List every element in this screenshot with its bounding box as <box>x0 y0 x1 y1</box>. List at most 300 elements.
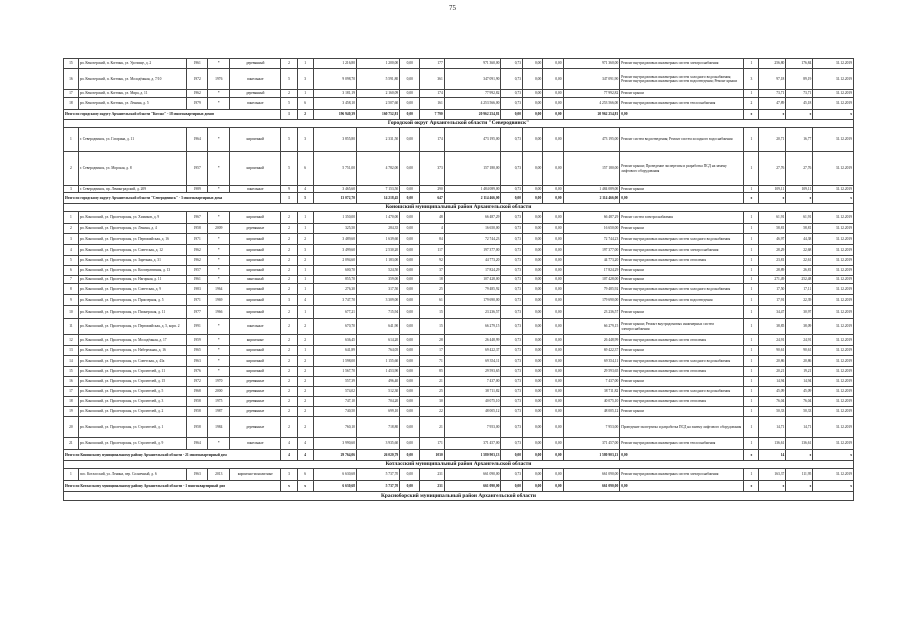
table-cell: Ремонт внутридомовых инженерных систем холодного водоснабжения <box>620 356 744 367</box>
table-cell: 699,10 <box>356 407 399 417</box>
table-cell: 0,00 <box>543 450 563 461</box>
table-cell: 0,73 <box>501 407 523 417</box>
table-cell: 0,00 <box>543 234 563 245</box>
table-cell: 136,61 <box>786 438 813 450</box>
table-cell: 1962 <box>186 90 208 98</box>
subtotal-row <box>64 110 854 120</box>
table-cell: 0,00 <box>523 397 543 407</box>
table-cell: 1 <box>744 128 759 152</box>
table-cell: 0,73 <box>501 417 523 438</box>
table-cell: 22,39 <box>786 295 813 306</box>
table-cell: 0,00 <box>400 193 420 204</box>
table-cell: 31.12.2019 <box>813 276 854 284</box>
table-cell: 16 650,00 <box>563 224 620 234</box>
table-cell: 176,84 <box>786 59 813 69</box>
table-cell: * <box>208 438 230 450</box>
table-cell: 0,00 <box>523 152 543 186</box>
table-cell: 661 090,00 <box>563 481 620 492</box>
table-cell: 45,18 <box>786 98 813 110</box>
table-cell: 50,33 <box>786 407 813 417</box>
table-cell: 1976 <box>186 367 208 377</box>
table-cell: 31.12.2019 <box>813 245 854 256</box>
table-cell: 31.12.2019 <box>813 397 854 407</box>
table-cell: 20 <box>64 417 79 438</box>
table-cell: * <box>208 212 230 224</box>
table-cell: 38,85 <box>759 319 786 335</box>
table-cell: кирпичный <box>230 152 281 186</box>
table-cell: 3 <box>297 69 313 90</box>
table-cell: 1 <box>744 319 759 335</box>
table-cell: 26 448,99 <box>444 335 501 346</box>
table-cell: х <box>759 110 786 120</box>
table-cell: 0,00 <box>543 306 563 319</box>
table-row <box>64 306 854 319</box>
table-row <box>64 417 854 438</box>
table-cell: 1975 <box>208 397 230 407</box>
table-cell: 574,02 <box>313 387 356 397</box>
table-cell: 0,00 <box>523 438 543 450</box>
table-cell: 48 <box>420 212 444 224</box>
table-cell: 2 530,20 <box>356 245 399 256</box>
table-cell: рп. Коношский, ул. Пролетарская, ул. Приозерная, д. 5 <box>78 295 186 306</box>
table-cell: 276,30 <box>313 284 356 295</box>
table-cell: 1 <box>744 377 759 387</box>
table-cell: 31.12.2019 <box>813 387 854 397</box>
table-cell: 4 <box>297 186 313 193</box>
table-cell: 85 <box>420 367 444 377</box>
table-cell: 0,73 <box>501 346 523 356</box>
table-cell: рп. Коношский, ул. Пролетарская, ул. Молодёжная, д. 17 <box>78 335 186 346</box>
table-cell: 9 098,70 <box>313 69 356 90</box>
table-cell: 2 331,50 <box>356 128 399 152</box>
table-cell: 0,73 <box>501 256 523 266</box>
subtotal-label: Итого по Котласскому муниципальному району Архангельской области - 1 многоквартирный дом <box>64 481 281 492</box>
table-cell: 0,73 <box>501 276 523 284</box>
table-cell: 31.12.2019 <box>813 152 854 186</box>
table-cell: кирпичный <box>230 306 281 319</box>
table-cell: кирпичный <box>230 356 281 367</box>
table-cell: 12 <box>64 335 79 346</box>
table-cell: 0,00 <box>543 193 563 204</box>
table-cell: кирпичный <box>230 212 281 224</box>
table-cell: 31.12.2019 <box>813 69 854 90</box>
table-cell: 0,00 <box>400 407 420 417</box>
table-cell: 31.12.2019 <box>813 224 854 234</box>
table-cell: 3 181,19 <box>313 90 356 98</box>
table-cell: 117 <box>420 245 444 256</box>
table-cell: 1987 <box>208 407 230 417</box>
table-cell: г. Северодвинск, ул. Гагарина, д. 11 <box>78 128 186 152</box>
table-cell: 18 <box>420 276 444 284</box>
table-cell: 0,00 <box>543 245 563 256</box>
table-cell: рп. Коношский, ул. Пролетарская, ул. Ленина, д. 4 <box>78 224 186 234</box>
table-cell: х <box>786 481 813 492</box>
table-cell: 704,20 <box>356 397 399 407</box>
table-cell: 31.12.2019 <box>813 346 854 356</box>
table-cell: 0,73 <box>501 397 523 407</box>
table-cell: 31.12.2019 <box>813 284 854 295</box>
table-cell: Ремонт крыши <box>620 377 744 387</box>
table-cell: 2 <box>281 335 297 346</box>
table-cell: 69 354,11 <box>444 356 501 367</box>
table-cell: 14 <box>759 450 786 461</box>
table-cell: 0,00 <box>523 306 543 319</box>
table-cell: 1958 <box>186 397 208 407</box>
table-cell: 19 <box>64 407 79 417</box>
table-cell: 1 <box>744 186 759 193</box>
table-cell: 1 <box>744 346 759 356</box>
table-cell: 79 485,92 <box>444 284 501 295</box>
section-title: Коношский муниципальный район Архангельской области <box>64 204 854 212</box>
table-cell: 0,00 <box>523 69 543 90</box>
table-cell: х <box>297 481 313 492</box>
table-cell: 72 744,23 <box>563 234 620 245</box>
table-cell: 641,89 <box>313 346 356 356</box>
table-cell: 7 790 <box>420 110 444 120</box>
table-cell: 0,00 <box>400 98 420 110</box>
table-cell: 38,09 <box>786 319 813 335</box>
table-cell: 2 160,09 <box>356 90 399 98</box>
table-cell: 0,73 <box>501 469 523 481</box>
table-cell: 14,71 <box>786 417 813 438</box>
table-cell: 25 <box>420 387 444 397</box>
table-cell: 14 218,45 <box>356 193 399 204</box>
table-cell: 1 470,00 <box>356 212 399 224</box>
table-cell: 971 360,00 <box>563 59 620 69</box>
table-cell: 31.12.2019 <box>813 90 854 98</box>
table-cell: кирпичный <box>230 346 281 356</box>
table-cell: 0,00 <box>400 266 420 276</box>
table-cell: Ремонт внутридомовых инженерных систем отопления <box>620 335 744 346</box>
table-cell: 72 744,23 <box>444 234 501 245</box>
table-cell: * <box>208 90 230 98</box>
table-cell: панельные <box>230 69 281 90</box>
table-cell: 1 <box>744 245 759 256</box>
section-title: Красноборский муниципальный район Архангельской области <box>64 492 854 501</box>
table-cell: 0,00 <box>543 59 563 69</box>
table-cell: деревянные <box>230 397 281 407</box>
table-cell: 163,37 <box>759 469 786 481</box>
table-cell: Ремонт систем электроснабжения <box>620 212 744 224</box>
table-cell: 1 <box>64 469 79 481</box>
table-row <box>64 377 854 387</box>
table-cell: 1 453,90 <box>356 367 399 377</box>
table-cell: 1984 <box>208 417 230 438</box>
table-cell: 1 484 089,00 <box>444 186 501 193</box>
table-cell: 317,50 <box>356 284 399 295</box>
table-cell: Ремонт внутридомовых инженерных систем электроснабжения <box>620 245 744 256</box>
table-cell: 38 711,82 <box>563 387 620 397</box>
table-row <box>64 284 854 295</box>
table-cell: 24,91 <box>786 335 813 346</box>
table-cell: Ремонт крыши <box>620 186 744 193</box>
table-cell: 71 <box>420 356 444 367</box>
table-cell: х <box>813 110 854 120</box>
table-cell: 20,86 <box>786 356 813 367</box>
table-cell: 0,00 <box>400 377 420 387</box>
table-cell: 3 935,60 <box>356 438 399 450</box>
table-cell: 1 155,60 <box>356 356 399 367</box>
table-cell: 0,73 <box>501 377 523 387</box>
table-cell: 2 <box>281 377 297 387</box>
table-cell: 1 <box>744 256 759 266</box>
table-cell: 177 <box>420 59 444 69</box>
table-cell: 1 580 903,13 <box>444 450 501 461</box>
table-cell: 3 <box>64 234 79 245</box>
table-cell: 8 <box>64 284 79 295</box>
table-cell: 14,71 <box>759 417 786 438</box>
table-cell: 21 <box>420 377 444 387</box>
table-cell: 20,21 <box>759 367 786 377</box>
table-cell: 1964 <box>208 284 230 295</box>
table-cell: 22 <box>420 407 444 417</box>
table-cell: 0,00 <box>523 450 543 461</box>
table-cell: 109,11 <box>786 186 813 193</box>
table-cell: 11 <box>64 319 79 335</box>
table-cell: 0,00 <box>543 387 563 397</box>
table-cell: 31.12.2019 <box>813 377 854 387</box>
table-cell: 26 448,99 <box>563 335 620 346</box>
table-cell: 1964 <box>186 128 208 152</box>
table-cell: 1983 <box>186 284 208 295</box>
table-row <box>64 346 854 356</box>
table-cell: 5 591,80 <box>356 69 399 90</box>
table-cell: 0,73 <box>501 152 523 186</box>
table-cell: 15 <box>420 306 444 319</box>
table-cell: 5 <box>297 193 313 204</box>
table-cell: 2 <box>297 397 313 407</box>
table-cell: рп. Кенозерский, п. Когтинк, ул. Ленина, д. 5 <box>78 98 186 110</box>
table-cell: 0,00 <box>501 481 523 492</box>
table-cell: 15 <box>64 59 79 69</box>
table-cell: 0,00 <box>543 346 563 356</box>
table-cell: 2 507,60 <box>356 98 399 110</box>
table-cell: 1 <box>744 212 759 224</box>
table-cell: 45,09 <box>759 387 786 397</box>
table-cell: 58,81 <box>786 224 813 234</box>
table-cell: кирпичный <box>230 367 281 377</box>
table-cell: 0,00 <box>400 438 420 450</box>
table-cell: рп. Коношский, ул. Пролетарская, ул. Строителей, д. 3 <box>78 397 186 407</box>
table-cell: Ремонт крыши; Проведение экспертизы и разработка ПСД на замену лифтового оборудования <box>620 152 744 186</box>
table-cell: 6 630,68 <box>313 481 356 492</box>
table-cell: х <box>744 193 759 204</box>
table-cell: 1 <box>297 212 313 224</box>
table-cell: 31.12.2019 <box>813 128 854 152</box>
table-cell: 61,91 <box>759 212 786 224</box>
table-cell: 4 <box>297 450 313 461</box>
table-cell: рп. Коношский, ул. Пролетарская, ул. Первомайская, д. 5, корп. 2 <box>78 319 186 335</box>
subtotal-label: Итого по городскому округу Архангельской области "Северодвинск" - 3 многоквартирных дома <box>64 193 281 204</box>
table-cell: Ремонт внутридомовых инженерных систем электроснабжения <box>620 59 744 69</box>
table-cell: 1 598,00 <box>313 356 356 367</box>
table-cell: 2 <box>297 377 313 387</box>
table-cell: Ремонт крыши <box>620 276 744 284</box>
table-cell: 31.12.2019 <box>813 356 854 367</box>
table-cell: 1971 <box>186 234 208 245</box>
table-row <box>64 295 854 306</box>
table-cell: 2 <box>281 319 297 335</box>
table-cell: х <box>813 193 854 204</box>
table-cell: 2 <box>281 90 297 98</box>
table-row <box>64 212 854 224</box>
table-cell: 2 <box>281 387 297 397</box>
table-cell: х <box>759 481 786 492</box>
table-cell: 1 <box>744 335 759 346</box>
table-cell: 31.12.2019 <box>813 186 854 193</box>
table-cell: 160 752,81 <box>356 110 399 120</box>
table-cell: 13 072,70 <box>313 193 356 204</box>
table-cell: деревянный <box>230 59 281 69</box>
table-cell: 1 <box>744 356 759 367</box>
table-cell: 29 593,65 <box>444 367 501 377</box>
table-cell: 0,00 <box>523 356 543 367</box>
table-cell: 3 <box>281 295 297 306</box>
table-cell: 614,20 <box>356 335 399 346</box>
table-cell: 0,00 <box>523 417 543 438</box>
table-cell: 7 437,00 <box>563 377 620 387</box>
table-cell: 0,00 <box>543 469 563 481</box>
table-cell: 718,80 <box>356 417 399 438</box>
table-cell: 3 <box>281 469 297 481</box>
table-cell: Ремонт крыши <box>620 266 744 276</box>
table-cell: 1961 <box>186 276 208 284</box>
table-cell: Ремонт внутридомовых инженерных систем отопления <box>620 256 744 266</box>
table-cell: 31.12.2019 <box>813 417 854 438</box>
table-cell: 1966 <box>208 306 230 319</box>
table-cell: 89,19 <box>786 69 813 90</box>
table-cell: 1 <box>744 469 759 481</box>
table-cell: 0,00 <box>523 469 543 481</box>
table-cell: деревянные <box>230 224 281 234</box>
table-cell: 0,00 <box>523 234 543 245</box>
table-cell: 473 195,00 <box>444 128 501 152</box>
table-row <box>64 245 854 256</box>
table-cell: 361 <box>420 69 444 90</box>
table-cell: 1 216,80 <box>313 59 356 69</box>
table-cell: 0,00 <box>543 212 563 224</box>
table-cell: 3 309,00 <box>356 295 399 306</box>
table-cell: 76,04 <box>786 397 813 407</box>
table-cell: Ремонт внутридомовых инженерных систем холодного водоснабжения <box>620 234 744 245</box>
table-cell: деревянный <box>230 90 281 98</box>
table-cell: 2 114 466,00 <box>444 193 501 204</box>
table-cell: 5 737,70 <box>356 469 399 481</box>
table-cell: 3 458,10 <box>313 98 356 110</box>
table-cell: рп. Коношский, ул. Пролетарская, ул. Строителей, д. 5 <box>78 387 186 397</box>
table-cell: 4 <box>64 245 79 256</box>
table-cell: 7 953,00 <box>563 417 620 438</box>
table-cell: 0,00 <box>400 481 420 492</box>
table-cell: панельные <box>230 186 281 193</box>
table-cell: 29 593,65 <box>563 367 620 377</box>
table-cell: 22,61 <box>786 256 813 266</box>
table-cell: 25 <box>420 284 444 295</box>
table-cell: Ремонт крыши <box>620 407 744 417</box>
table-cell: рп. Коношский, ул. Пролетарская, ул. Советская, д. 9 <box>78 284 186 295</box>
table-cell: 0,00 <box>543 377 563 387</box>
table-cell: 636,45 <box>313 335 356 346</box>
table-cell: 0,00 <box>400 256 420 266</box>
table-cell: 764,05 <box>356 346 399 356</box>
table-cell: кирпичный <box>230 128 281 152</box>
table-cell: Проведение экспертизы и разработка ПСД на замену лифтового оборудования <box>620 417 744 438</box>
table-cell: 0,73 <box>501 186 523 193</box>
table-cell: 2 <box>281 407 297 417</box>
table-cell: 0,00 <box>400 450 420 461</box>
table-cell: 1 <box>297 284 313 295</box>
table-cell: 23 236,57 <box>563 306 620 319</box>
table-cell: 231 <box>420 469 444 481</box>
table-cell: 48 005,12 <box>444 407 501 417</box>
table-cell: 0,00 <box>543 438 563 450</box>
table-cell: 512,30 <box>356 387 399 397</box>
table-cell: рп. Кенозерский, п. Когтинк, ул. Мира, д. 11 <box>78 90 186 98</box>
table-cell: панельные <box>230 319 281 335</box>
table-cell: 0,00 <box>523 387 543 397</box>
table-cell: 14,94 <box>786 377 813 387</box>
table-cell: 1 <box>744 59 759 69</box>
table-cell: 0,73 <box>501 98 523 110</box>
table-cell: 0,73 <box>501 319 523 335</box>
table-cell: панельные <box>230 98 281 110</box>
table-cell: 5 <box>281 69 297 90</box>
table-cell: 2 <box>281 346 297 356</box>
table-cell: 77 992,82 <box>444 90 501 98</box>
table-cell: 1971 <box>186 295 208 306</box>
table-cell: 0,00 <box>400 90 420 98</box>
table-cell: 61 <box>420 295 444 306</box>
table-cell: 17,91 <box>759 295 786 306</box>
table-cell: 38 711,82 <box>444 387 501 397</box>
table-cell: 31.12.2019 <box>813 438 854 450</box>
table-cell: г. Северодвинск, пр. Ленинградский, д. 209 <box>78 186 186 193</box>
table-cell: 15 <box>64 367 79 377</box>
table-cell: 16 650,00 <box>444 224 501 234</box>
table-cell: 1 639,60 <box>356 234 399 245</box>
table-cell: 69 354,11 <box>563 356 620 367</box>
table-cell: 0,73 <box>501 335 523 346</box>
table-cell: 61,91 <box>786 212 813 224</box>
table-cell: 45,09 <box>786 387 813 397</box>
table-cell: рп. Коношский, ул. Пролетарская, ул. Пионерская, д. 11 <box>78 306 186 319</box>
table-cell: х <box>744 450 759 461</box>
table-cell: 0,73 <box>501 69 523 90</box>
table-cell: 2 <box>297 110 313 120</box>
table-cell: х <box>786 110 813 120</box>
table-cell: кирпичный <box>230 284 281 295</box>
table-cell: 4 <box>297 438 313 450</box>
table-cell: 0,00 <box>543 90 563 98</box>
table-cell: 69 422,37 <box>563 346 620 356</box>
table-cell: 0,00 <box>501 110 523 120</box>
table-row <box>64 387 854 397</box>
table-cell: 1976 <box>208 69 230 90</box>
table-cell: 647 <box>420 193 444 204</box>
table-cell: 359,00 <box>356 276 399 284</box>
table-cell: рп. Коношский, ул. Пролетарская, ул. Строителей, д. 2 <box>78 407 186 417</box>
table-cell: 0,00 <box>400 212 420 224</box>
table-cell: 0,73 <box>501 367 523 377</box>
table-cell: 0,00 <box>400 234 420 245</box>
table-cell: 0,00 <box>543 397 563 407</box>
table-row <box>64 397 854 407</box>
table-cell: 6 630,68 <box>313 469 356 481</box>
table-cell: 90,61 <box>759 346 786 356</box>
table-cell: 4 253 566,00 <box>563 98 620 110</box>
table-cell: 197 377,00 <box>444 245 501 256</box>
table-cell: х <box>786 450 813 461</box>
